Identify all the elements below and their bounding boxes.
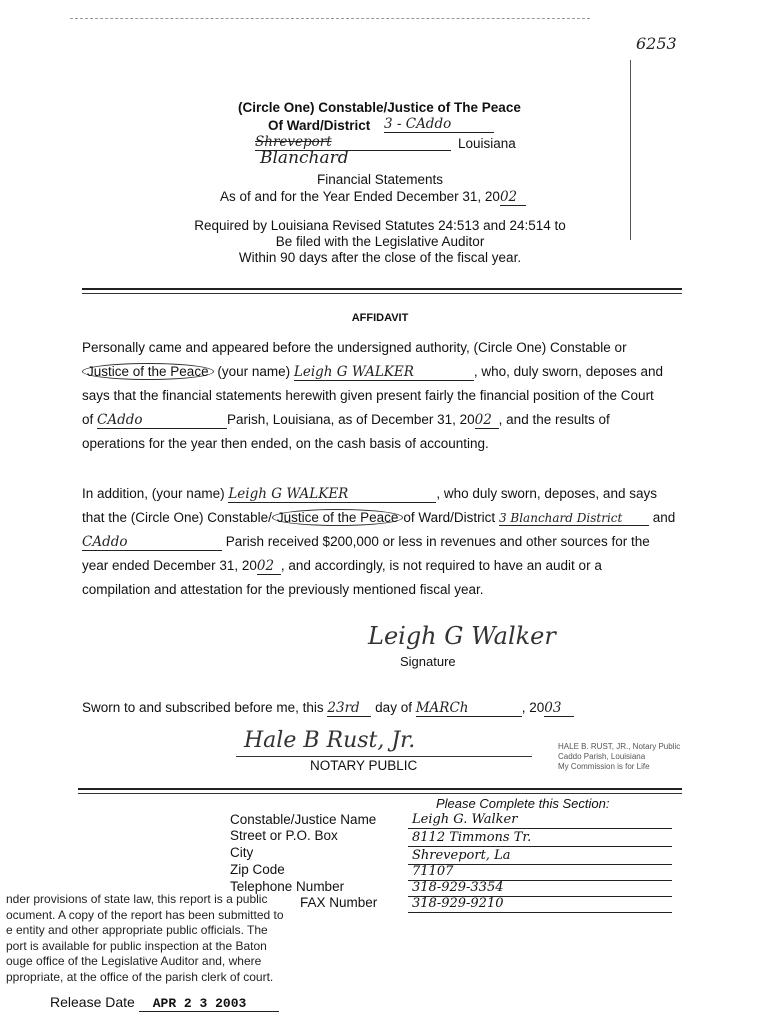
divider-2 [78,788,682,790]
label-city: City [230,845,254,860]
ward-district-label: Of Ward/District [268,118,371,133]
p1-line-a: Personally came and appeared before the undersigned authority, (Circle One) Constable or [82,340,627,355]
signature-label: Signature [400,654,456,669]
p2-year-value: 02 [257,558,281,575]
p1-parish-value: CAddo [97,412,227,429]
req-line3: Within 90 days after the close of the fiscal year. [238,250,522,265]
divider-1b [82,293,682,294]
stamp-line3: My Commission is for Life [558,762,650,771]
p1-name-value: Leigh G WALKER [294,364,474,381]
p1-circled-jp: Justice of the Peace [82,363,214,380]
footer-note [6,892,336,985]
label-zip: Zip Code [230,862,285,877]
note-line5: ouge office of the Legislative Auditor and, where [6,954,262,968]
label-name: Constable/Justice Name [230,812,377,827]
sworn-year-value: 03 [544,700,574,717]
notary-label: NOTARY PUBLIC [310,758,418,773]
notary-line [236,756,532,757]
p2-line-c-rest: Parish received $200,000 or less in revenues and other sources for the [225,534,650,549]
p2-line-d-rest: , and accordingly, is not required to have an audit or a [280,558,602,573]
blanchard-value: Blanchard [260,148,349,168]
p2-your-name-label: In addition, (your name) [82,486,225,501]
note-line3: e entity and other appropriate public officials. The [6,923,268,937]
p1-of: of [82,412,94,427]
state-label: Louisiana [458,136,516,151]
fin-year-prefix: As of and for the Year Ended December 31, 20 [220,189,500,204]
note-line4: port is available for public inspection at the Baton [6,938,267,953]
p2-line-b-a: that the (Circle One) Constable/ [82,510,272,525]
note-line1: nder provisions of state law, this report is a public [6,892,268,906]
contact-title: Please Complete this Section: [436,796,610,811]
p2-line-d-a: year ended December 31, 20 [82,558,257,573]
p1-line-c: says that the financial statements herewith given present fairly the financial position of the Court [82,388,654,403]
p1-line-e: operations for the year then ended, on the cash basis of accounting. [82,436,489,451]
note-line2: ocument. A copy of the report has been submitted to [6,907,284,922]
label-phone: Telephone Number [230,879,345,894]
req-line2: Be filed with the Legislative Auditor [275,234,485,249]
header-line1: (Circle One) Constable/Justice of The Peace [238,100,521,115]
sworn-day-of: day of [375,700,412,715]
notary-stamp [558,742,708,772]
margin-line [630,60,631,240]
fin-title: Financial Statements [316,172,444,187]
struck-city-value: Shreveport [255,134,451,151]
p2-district-value: 3 Blanchard District [499,511,649,526]
label-fax: FAX Number [300,895,378,910]
stamp-line1: HALE B. RUST, JR., Notary Public [558,742,681,751]
p2-circled-jp: Justice of the Peace [272,509,404,526]
note-line6: ppropriate, at the office of the parish clerk of court. [6,969,274,984]
sworn-prefix: Sworn to and subscribed before me, this [82,700,324,715]
req-line1: Required by Louisiana Revised Statutes 24:513 and 24:514 to [194,218,566,233]
affidavit-title: AFFIDAVIT [351,312,409,324]
sworn-year-prefix: , 20 [521,700,545,715]
notary-signature: Hale B Rust, Jr. [244,728,416,753]
label-street: Street or P.O. Box [230,828,338,843]
value-fax: 318-929-9210 [408,896,672,913]
p2-line-e: compilation and attestation for the previously mentioned fiscal year. [82,582,484,597]
sworn-month-value: MARCh [416,700,522,717]
p2-name-value: Leigh G WALKER [228,486,436,503]
ward-district-value: 3 - CAddo [384,116,494,133]
release-value: APR 2 3 2003 [139,996,279,1012]
fin-year-value: 02 [500,189,526,206]
p2-parish-value: CAddo [82,534,222,551]
p1-line-d-mid: Parish, Louisiana, as of December 31, 20 [227,412,475,427]
value-phone: 318-929-3354 [408,880,672,897]
p1-line-b-rest: , who, duly sworn, deposes and [473,364,664,379]
value-name: Leigh G. Walker [408,812,672,829]
value-street: 8112 Timmons Tr. [408,830,672,847]
release-label: Release Date [50,994,135,1010]
scan-line-top [70,18,590,19]
p2-and: and [652,510,676,525]
value-zip: 71107 [408,864,672,881]
divider-2b [78,793,682,794]
divider-1 [82,288,682,290]
sworn-day-value: 23rd [327,700,371,717]
p1-your-name-label: (your name) [217,364,291,379]
signature-value: Leigh G Walker [368,622,556,650]
stamp-line2: Caddo Parish, Louisiana [558,752,646,761]
p1-year-value: 02 [475,412,499,429]
p1-line-d-rest: , and the results of [498,412,610,427]
p2-line-b-rest: of Ward/District [403,510,496,525]
page-number: 6253 [636,34,677,53]
p2-line-a-rest: , who duly sworn, deposes, and says [436,486,657,501]
value-city: Shreveport, La [408,848,672,865]
